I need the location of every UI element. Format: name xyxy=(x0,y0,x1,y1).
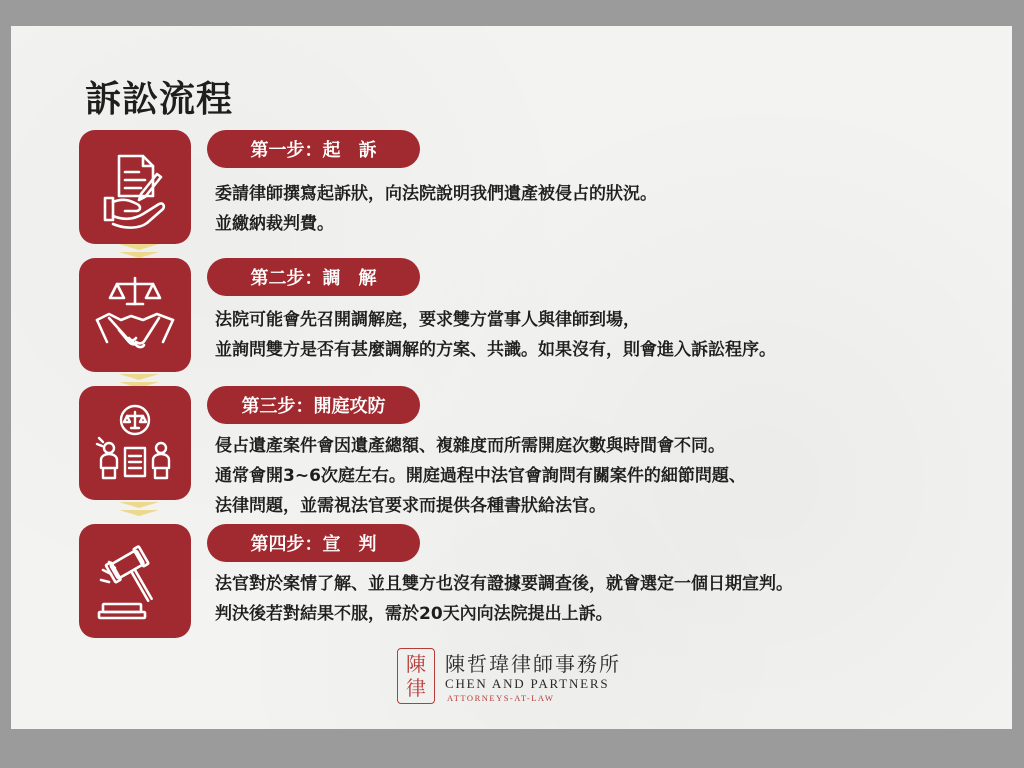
step-3-line-3: 法律問題，並需視法官要求而提供各種書狀給法官。 xyxy=(215,496,606,516)
step-1-label: 第一步：起 訴 xyxy=(207,130,420,168)
step-2-line-2: 並詢問雙方是否有甚麼調解的方案、共識。如果沒有，則會進入訴訟程序。 xyxy=(215,340,776,360)
step-2-description xyxy=(215,305,776,365)
step-1-description xyxy=(215,179,657,239)
step-3-line-1: 侵占遺產案件會因遺產總額、複雜度而所需開庭次數與時間會不同。 xyxy=(215,436,725,456)
courtroom-debate-icon xyxy=(79,386,191,500)
step-1-line-1: 委請律師撰寫起訴狀，向法院說明我們遺產被侵占的狀況。 xyxy=(215,184,657,204)
page-title: 訴訟流程 xyxy=(85,79,234,120)
step-4-label: 第四步：宣 判 xyxy=(207,524,420,562)
step-4-line-1: 法官對於案情了解、並且雙方也沒有證據要調查後，就會選定一個日期宣判。 xyxy=(215,574,793,594)
firm-name-english: CHEN AND PARTNERS xyxy=(445,676,610,691)
firm-subtitle: ATTORNEYS-AT-LAW xyxy=(447,693,555,703)
step-3-label: 第三步：開庭攻防 xyxy=(207,386,420,424)
slide-card xyxy=(11,26,1012,729)
step-2-line-1: 法院可能會先召開調解庭，要求雙方當事人與律師到場， xyxy=(215,310,640,330)
step-1-line-2: 並繳納裁判費。 xyxy=(215,214,334,234)
step-4-line-2: 判決後若對結果不服，需於20天內向法院提出上訴。 xyxy=(215,604,613,624)
seal-char-bottom: 律 xyxy=(406,676,426,700)
down-arrow-icon xyxy=(115,502,163,518)
step-2-label: 第二步：調 解 xyxy=(207,258,420,296)
step-4-description xyxy=(215,569,793,629)
step-3-line-2: 通常會開3~6次庭左右。開庭過程中法官會詢問有關案件的細節問題、 xyxy=(215,466,746,486)
gavel-icon xyxy=(79,524,191,638)
firm-name-chinese: 陳哲瑋律師事務所 xyxy=(445,652,621,676)
step-3-description xyxy=(215,431,746,521)
seal-char-top: 陳 xyxy=(406,652,426,676)
scales-handshake-icon xyxy=(79,258,191,372)
contract-signing-icon xyxy=(79,130,191,244)
firm-seal-logo xyxy=(397,648,435,704)
